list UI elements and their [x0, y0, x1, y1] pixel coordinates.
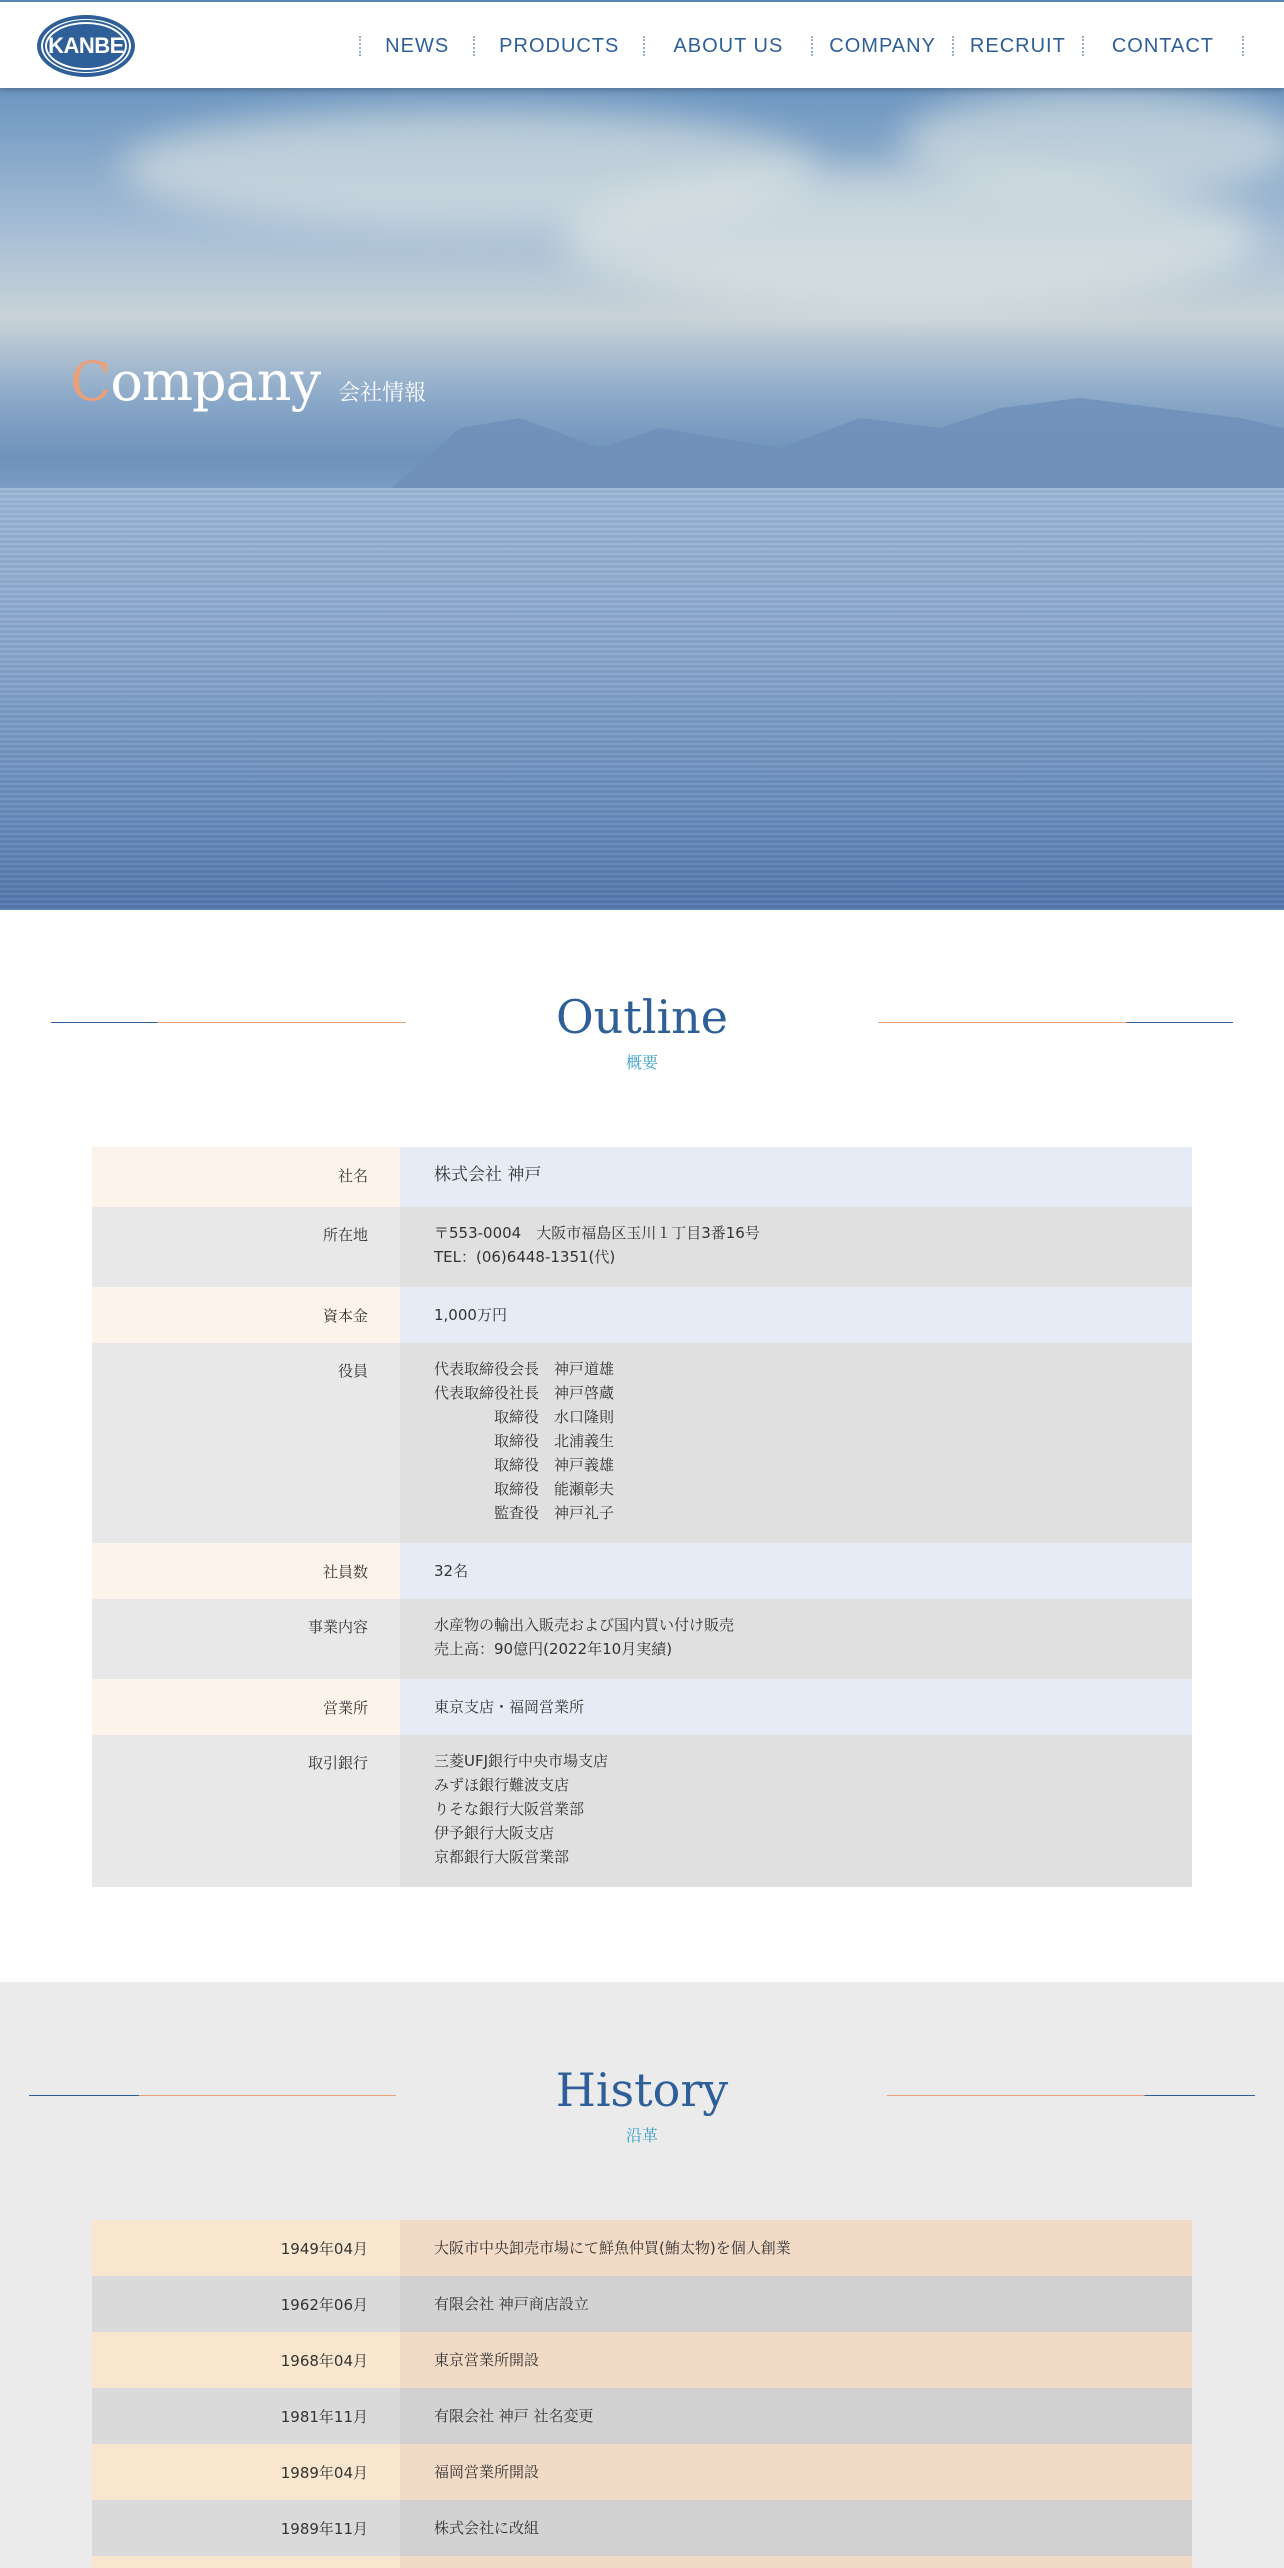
value-line: 代表取締役会長 神戸道雄 — [434, 1360, 615, 1378]
value-line: 32名 — [434, 1562, 469, 1580]
row-value — [400, 1287, 1192, 1343]
history-event: 株式会社に改組 — [400, 2500, 1192, 2556]
hero-title — [70, 350, 426, 413]
nav-about-us[interactable]: ABOUT US — [673, 34, 784, 57]
table-row — [92, 1599, 1192, 1679]
value-line: TEL：(06)6448-1351(代) — [434, 1248, 616, 1266]
outline-heading — [0, 990, 1284, 1073]
history-date: 1949年04月 — [92, 2220, 400, 2276]
value-line: 伊予銀行大阪支店 — [434, 1824, 555, 1842]
row-value — [400, 1207, 1192, 1287]
value-line: 代表取締役社長 神戸啓蔵 — [434, 1384, 615, 1402]
outline-subtitle: 概要 — [625, 1053, 658, 1072]
value-line: 〒553-0004 大阪市福島区玉川１丁目3番16号 — [434, 1224, 760, 1242]
outline-title: Outline — [555, 990, 729, 1044]
table-row — [92, 1147, 1192, 1207]
hero-title-rest: ompany — [110, 350, 321, 413]
history-date: 1989年11月 — [92, 2500, 400, 2556]
row-value — [400, 1679, 1192, 1735]
history-date: 1981年11月 — [92, 2388, 400, 2444]
kanbe-logo[interactable] — [37, 15, 135, 77]
row-label: 社員数 — [92, 1543, 400, 1599]
row-label: 事業内容 — [92, 1599, 400, 1679]
history-event: 東京営業所開設 — [400, 2332, 1192, 2388]
history-date: 1989年04月 — [92, 2444, 400, 2500]
row-value — [400, 1343, 1192, 1543]
hero-banner — [0, 88, 1284, 910]
row-value — [400, 1147, 1192, 1207]
cloud — [900, 88, 1284, 198]
table-row — [92, 1543, 1192, 1599]
history-event: 福岡営業所開設 — [400, 2444, 1192, 2500]
value-line: 取締役 北浦義生 — [434, 1432, 615, 1450]
hero-subtitle: 会社情報 — [338, 381, 427, 406]
sea-surface — [0, 488, 1284, 910]
nav-company[interactable]: COMPANY — [829, 34, 936, 57]
row-value — [400, 1543, 1192, 1599]
table-row — [92, 1735, 1192, 1887]
hero-title-first-letter: C — [70, 350, 111, 413]
history-title: History — [555, 2063, 729, 2117]
history-subtitle: 沿革 — [625, 2126, 658, 2145]
value-line: 水産物の輸出入販売および国内買い付け販売 — [434, 1616, 735, 1634]
history-event: 大阪市中央卸売市場にて鮮魚仲買(鮪太物)を個人創業 — [400, 2220, 1192, 2276]
logo-text: KANBE — [48, 33, 124, 58]
row-label: 役員 — [92, 1343, 400, 1543]
nav-contact[interactable]: CONTACT — [1111, 34, 1214, 57]
nav-recruit[interactable]: RECRUIT — [969, 34, 1066, 57]
value-line: 1,000万円 — [434, 1306, 507, 1324]
row-label: 所在地 — [92, 1207, 400, 1287]
history-date: 1968年04月 — [92, 2332, 400, 2388]
value-line: 東京支店・福岡営業所 — [434, 1698, 585, 1716]
nav-news[interactable]: NEWS — [385, 34, 450, 57]
table-row — [92, 1207, 1192, 1287]
table-row — [92, 2276, 1192, 2332]
history-heading — [0, 2063, 1284, 2146]
history-date-cell — [92, 2556, 400, 2568]
value-line: 株式会社 神戸 — [434, 1165, 542, 1185]
table-row — [92, 2332, 1192, 2388]
history-table — [92, 2220, 1192, 2568]
row-label: 営業所 — [92, 1679, 400, 1735]
value-line: 取締役 神戸義雄 — [434, 1456, 615, 1474]
value-line: 監査役 神戸礼子 — [434, 1504, 615, 1522]
history-event-cell — [400, 2556, 1192, 2568]
table-row — [92, 1287, 1192, 1343]
table-row — [92, 1343, 1192, 1543]
row-value — [400, 1599, 1192, 1679]
table-row — [92, 2444, 1192, 2500]
row-label: 社名 — [92, 1147, 400, 1207]
table-row — [92, 2388, 1192, 2444]
table-row — [92, 1679, 1192, 1735]
row-label: 取引銀行 — [92, 1735, 400, 1887]
main-nav — [359, 2, 1284, 90]
value-line: 取締役 水口隆則 — [434, 1408, 615, 1426]
history-event: 有限会社 神戸商店設立 — [400, 2276, 1192, 2332]
nav-separator — [1242, 36, 1244, 56]
outline-table — [92, 1147, 1192, 1887]
hero-title-text — [70, 350, 320, 413]
value-line: 取締役 能瀬彰夫 — [434, 1480, 615, 1498]
value-line: りそな銀行大阪営業部 — [434, 1800, 585, 1818]
history-date: 1962年06月 — [92, 2276, 400, 2332]
table-row-partial — [92, 2556, 1192, 2568]
row-label: 資本金 — [92, 1287, 400, 1343]
site-header — [0, 0, 1284, 88]
table-row — [92, 2220, 1192, 2276]
table-row — [92, 2500, 1192, 2556]
value-line: 京都銀行大阪営業部 — [434, 1848, 570, 1866]
logo-emblem — [45, 22, 127, 70]
value-line: 売上高：90億円(2022年10月実績) — [434, 1640, 673, 1658]
value-line: みずほ銀行難波支店 — [434, 1776, 570, 1794]
row-value — [400, 1735, 1192, 1887]
history-event: 有限会社 神戸 社名変更 — [400, 2388, 1192, 2444]
value-line: 三菱UFJ銀行中央市場支店 — [434, 1752, 609, 1770]
nav-products[interactable]: PRODUCTS — [499, 34, 620, 57]
